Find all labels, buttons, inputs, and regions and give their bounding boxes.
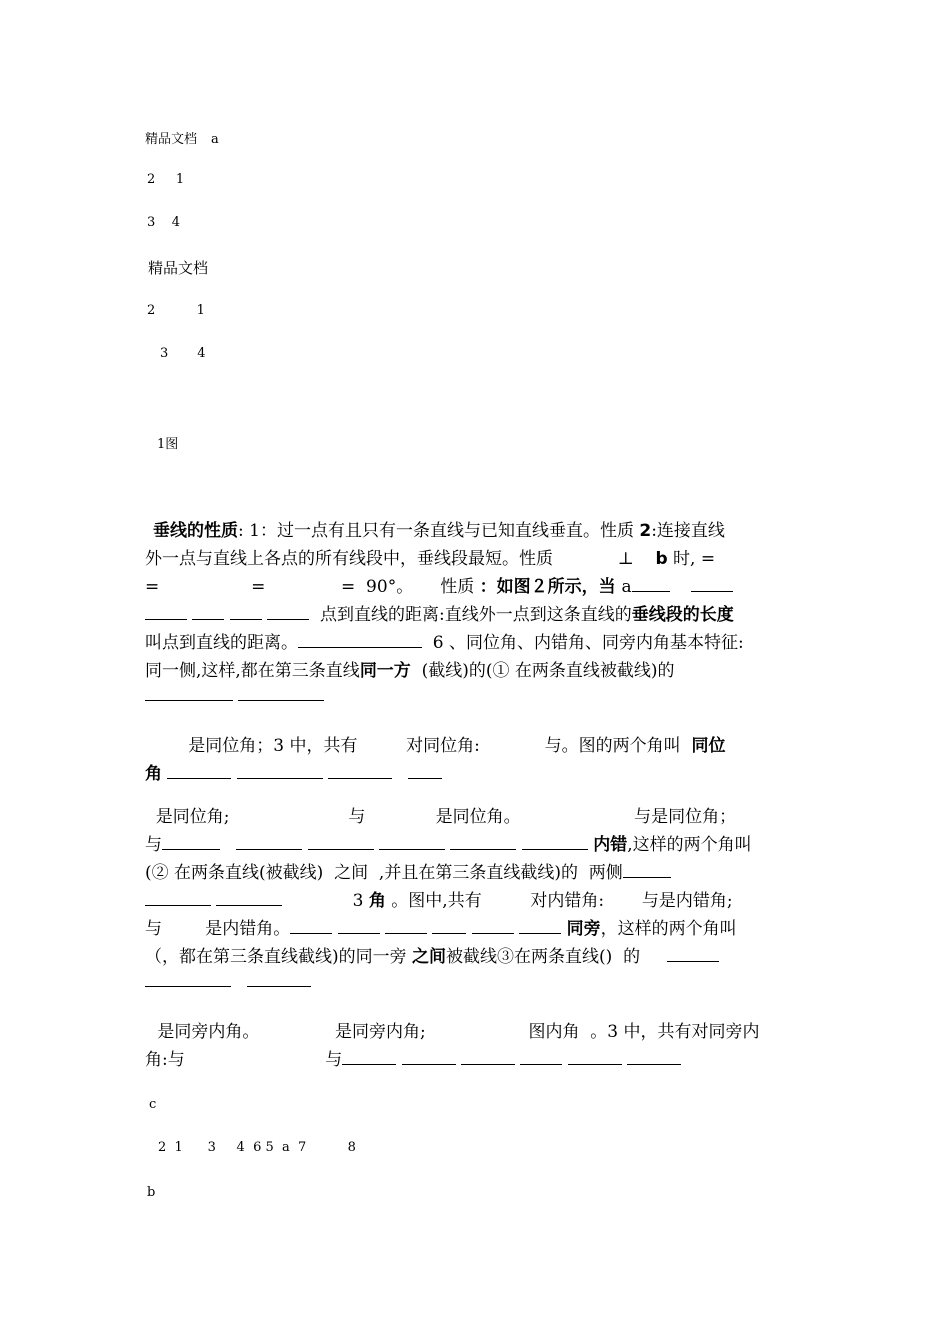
text-line: 角 [145, 760, 442, 788]
text-line: 与 内错,这样的两个角叫 [145, 831, 752, 859]
watermark-text: 精品文档 a [145, 132, 219, 147]
text-line: 点到直线的距离:直线外一点到这条直线的垂线段的长度 [145, 601, 734, 629]
text-line: （，都在第三条直线截线)的同一旁 之间被截线③在两条直线() 的 [145, 943, 719, 971]
blank-lines [145, 968, 311, 996]
text-line: 叫点到直线的距离。 6 、同位角、内错角、同旁内角基本特征: [145, 629, 744, 657]
text-line: 外一点与直线上各点的所有线段中，垂线段最短。性质 ⊥ b 时, = [145, 549, 716, 569]
text-line: 同一侧,这样,都在第三条直线同一方 (截线)的(① 在两条直线被截线)的 [145, 661, 675, 681]
figure-label-row: 2 1 [147, 303, 205, 318]
figure-label: c [149, 1097, 157, 1112]
text-line: 与 是内错角。 同旁，这样的两个角叫 [145, 915, 737, 943]
figure-label-row: 2 1 [147, 172, 185, 187]
text-line: (② 在两条直线(被截线) 之间 ,并且在第三条直线截线)的 两侧 [145, 859, 671, 887]
text-line: 是同位角; 与 是同位角。 与是同位角； [145, 807, 737, 827]
text-line: 3 角 。图中,共有 对内错角: 与是内错角; [145, 887, 733, 915]
figure-label-row: 3 4 [147, 215, 181, 230]
blank-lines [145, 682, 324, 710]
text-line: 角:与 与 [145, 1046, 681, 1074]
figure-caption: 1图 [157, 437, 179, 452]
text-line: 是同位角；3 中，共有 对同位角: 与。图的两个角叫 同位 [145, 736, 726, 756]
figure-label-row: 2 1 3 4 6 5 a 7 8 [158, 1140, 356, 1155]
text-line: 是同旁内角。 是同旁内角; 图内角 。3 中，共有对同旁内 [152, 1022, 760, 1042]
figure-label-row: 3 4 [160, 346, 206, 361]
watermark-text: 精品文档 [148, 259, 209, 277]
figure-label: b [147, 1185, 156, 1200]
text-line: = = = 90°。 性质 ：如图２所示，当 a [145, 573, 733, 601]
text-line: 垂线的性质: 1：过一点有且只有一条直线与已知直线垂直。性质 2:连接直线 [153, 521, 725, 541]
